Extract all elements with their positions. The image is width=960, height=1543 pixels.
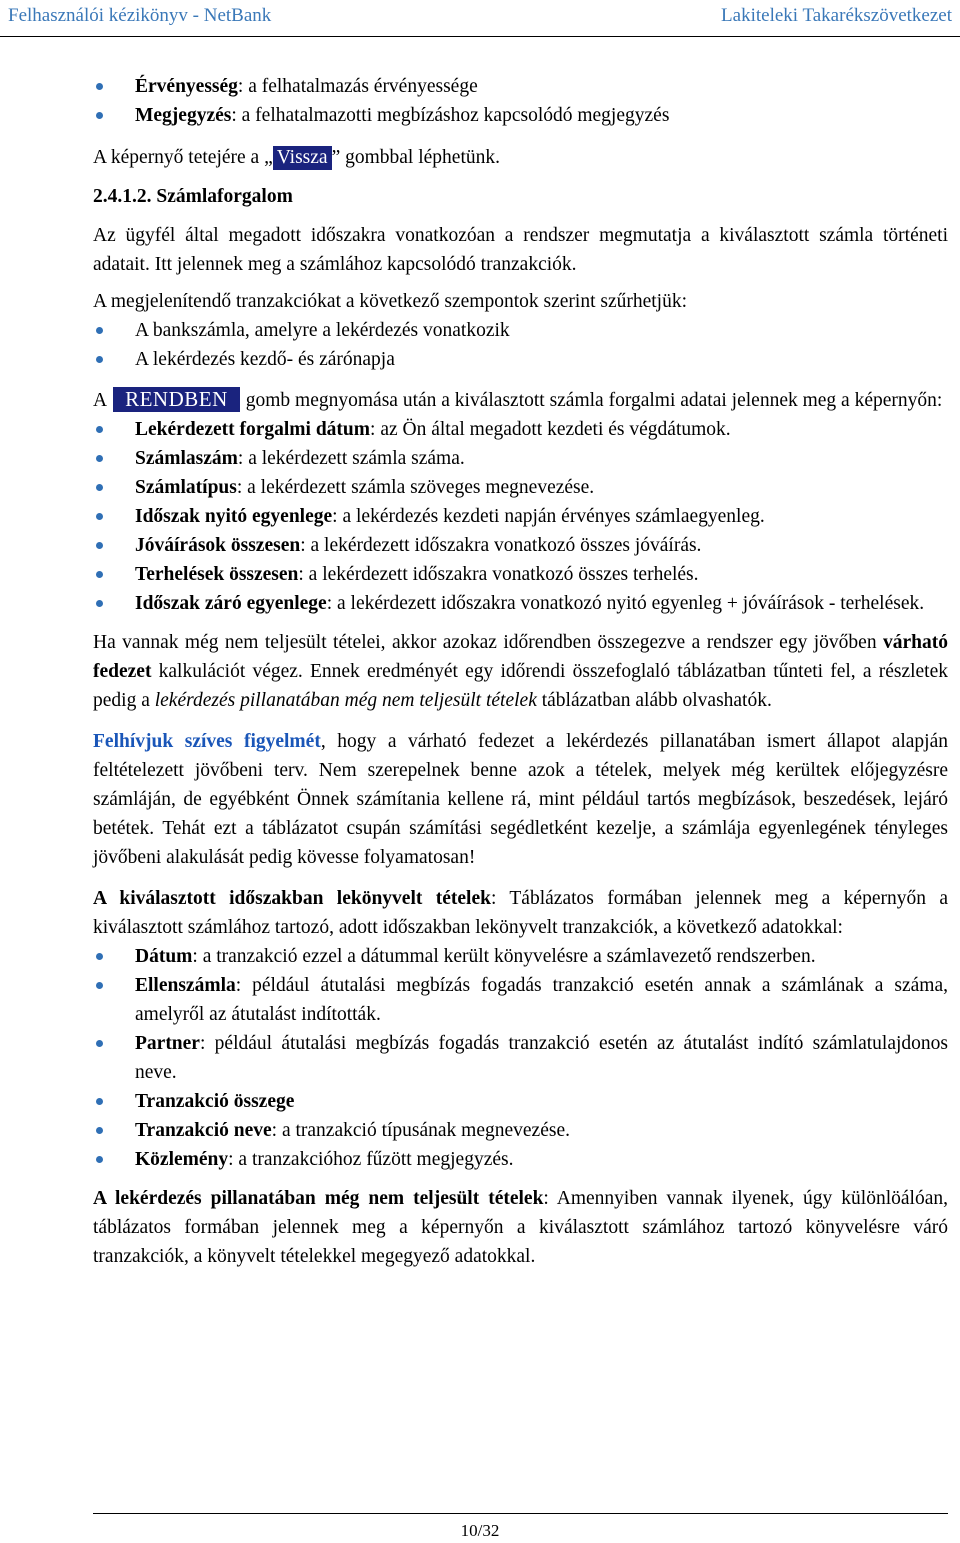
- fedezet-paragraph: Ha vannak még nem teljesült tételei, akkor azokaz időrendben összegezve a rendszer egy jövőben várható fedezet kalkulációt végez. Ennek eredményét egy időrendi összefoglaló táblázatban tűnteti fel, a részletek pedig a lekérdezés pillanatában még nem teljesült tételek táblázatban alább olvashatók.: [93, 632, 948, 711]
- list-item: Számlatípus: a lekérdezett számla szöveges megnevezése.: [93, 473, 948, 502]
- header-left-title: Felhasználói kézikönyv - NetBank: [8, 5, 272, 26]
- list-validity: [93, 72, 948, 130]
- list-item: Tranzakció neve: a tranzakció típusának megnevezése.: [93, 1116, 948, 1145]
- rendben-instruction: A RENDBEN gomb megnyomása után a kiválasztott számla forgalmi adatai jelennek meg a képernyőn:: [93, 387, 943, 411]
- pending-items-paragraph: A lekérdezés pillanatában még nem teljesült tételek: Amennyiben vannak ilyenek, úgy különlöálóan, táblázatos formában jelennek meg a képernyőn a kiválasztott számlához tartozó könyvelésre váró tranzakciók, a könyvelt tételekkel megegyező adatokkal.: [93, 1188, 948, 1267]
- list-account-data: [93, 415, 948, 618]
- bullet-icon: [96, 953, 103, 960]
- document-body: [93, 72, 948, 1271]
- back-instruction: A képernyő tetejére a „ Vissza ” gombbal léphetünk.: [93, 147, 500, 168]
- page-header: [0, 0, 960, 37]
- list-item: Ellenszámla: például átutalási megbízás fogadás tranzakció esetén annak a számlának a száma, amelyről az átutalást indították.: [93, 971, 948, 1029]
- list-item: Számlaszám: a lekérdezett számla száma.: [93, 444, 948, 473]
- list-item: A lekérdezés kezdő- és zárónapja: [93, 345, 948, 374]
- bullet-icon: [96, 982, 103, 989]
- intro-paragraph: Az ügyfél által megadott időszakra vonatkozóan a rendszer megmutatja a kiválasztott számla történeti adatait. Itt jelennek meg a számlához kapcsolódó tranzakciók.: [93, 225, 948, 275]
- section-heading: 2.4.1.2. Számlaforgalom: [93, 186, 293, 207]
- footer-divider: [93, 1513, 948, 1514]
- list-filters: [93, 316, 948, 374]
- bullet-icon: [96, 327, 103, 334]
- notice-paragraph: Felhívjuk szíves figyelmét, hogy a várható fedezet a lekérdezés pillanatában ismert állapot alapján feltételezett jövőbeni terv. Nem szerepelnek benne azok a tételek, melyek még kerültek előjegyzésre számláján, de egyébként Önnek számítania kellene rá, mint például tartós megbízások, beszedések, lejáró betétek. Tehát ezt a táblázatot csupán számítási segédletként kezelje, a számlája egyenlegének tényleges jövőbeni alakulását pedig kövesse folyamatosan!: [93, 731, 948, 868]
- page-number: 10/32: [460, 1521, 500, 1540]
- list-item: Közlemény: a tranzakcióhoz fűzött megjegyzés.: [93, 1145, 948, 1174]
- list-item: Terhelések összesen: a lekérdezett időszakra vonatkozó összes terhelés.: [93, 560, 948, 589]
- bullet-icon: [96, 484, 103, 491]
- bullet-icon: [96, 542, 103, 549]
- rendben-button[interactable]: RENDBEN: [113, 387, 240, 412]
- list-item: Jóváírások összesen: a lekérdezett időszakra vonatkozó összes jóváírás.: [93, 531, 948, 560]
- filter-intro: A megjelenítendő tranzakciókat a következő szempontok szerint szűrhetjük:: [93, 291, 688, 312]
- list-transaction-fields: [93, 942, 948, 1174]
- bullet-icon: [96, 356, 103, 363]
- bullet-icon: [96, 83, 103, 90]
- bullet-icon: [96, 513, 103, 520]
- list-item: Dátum: a tranzakció ezzel a dátummal került könyvelésre a számlavezető rendszerben.: [93, 942, 948, 971]
- list-item: Időszak záró egyenlege: a lekérdezett időszakra vonatkozó nyitó egyenleg + jóváírások - terhelések.: [93, 589, 948, 618]
- list-item: Tranzakció összege: [93, 1087, 948, 1116]
- vissza-button[interactable]: Vissza: [273, 146, 332, 170]
- bullet-icon: [96, 571, 103, 578]
- list-item: A bankszámla, amelyre a lekérdezés vonatkozik: [93, 316, 948, 345]
- bullet-icon: [96, 426, 103, 433]
- bullet-icon: [96, 1040, 103, 1047]
- header-right-title: Lakiteleki Takarékszövetkezet: [721, 5, 952, 26]
- bullet-icon: [96, 1127, 103, 1134]
- list-item: Megjegyzés: a felhatalmazotti megbízáshoz kapcsolódó megjegyzés: [93, 101, 948, 130]
- bullet-icon: [96, 600, 103, 607]
- bullet-icon: [96, 1156, 103, 1163]
- list-item: Partner: például átutalási megbízás fogadás tranzakció esetén az átutalást indító számlatulajdonos neve.: [93, 1029, 948, 1087]
- bullet-icon: [96, 455, 103, 462]
- booked-items-paragraph: A kiválasztott időszakban lekönyvelt tételek: Táblázatos formában jelennek meg a képernyőn a kiválasztott számlához tartozó, adott időszakban lekönyvelt tranzakciók, a következő adatokkal:: [93, 888, 948, 938]
- bullet-icon: [96, 1098, 103, 1105]
- list-item: Lekérdezett forgalmi dátum: az Ön által megadott kezdeti és végdátumok.: [93, 415, 948, 444]
- list-item: Érvényesség: a felhatalmazás érvényessége: [93, 72, 948, 101]
- list-item: Időszak nyitó egyenlege: a lekérdezés kezdeti napján érvényes számlaegyenleg.: [93, 502, 948, 531]
- bullet-icon: [96, 112, 103, 119]
- notice-highlight: Felhívjuk szíves figyelmét: [93, 731, 321, 752]
